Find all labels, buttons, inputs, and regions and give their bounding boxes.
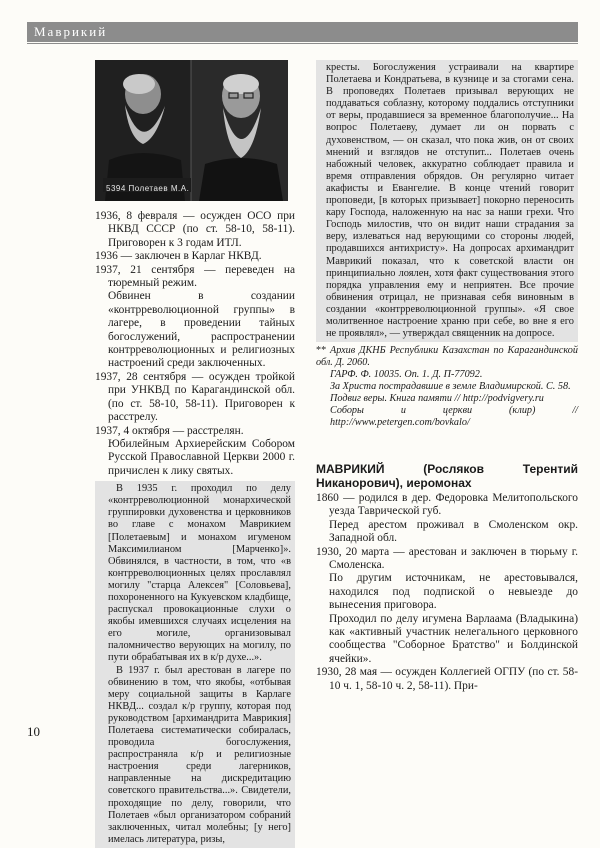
photo-caption: 5394 Полетаев М.А. [106, 184, 190, 193]
case-quote-box [95, 481, 295, 848]
prisoner-photo-illustration [95, 60, 288, 201]
chronology-entry: 1930, 28 мая — осужден Коллегией ОГПУ (по ст. 58-10 ч. 1, 58-10 ч. 2, 58-11). При- [316, 666, 578, 692]
chronology-entry: 1936, 8 февраля — осужден ОСО при НКВД СССР (по ст. 58-10, 58-11). Приговорен к 3 годам ИТЛ. [95, 210, 295, 249]
source-line: ГАРФ. Ф. 10035. Оп. 1. Д. П-77092. [330, 369, 483, 381]
sources-note [316, 345, 578, 429]
chronology-entry: 1936 — заключен в Карлаг НКВД. [95, 250, 262, 263]
prisoner-photo [95, 60, 288, 201]
source-line: За Христа пострадавшие в земле Владимирской. С. 58. [330, 381, 571, 393]
page-number: 10 [27, 724, 40, 739]
case-paragraph: Проходил по делу игумена Варлаама (Владыкина) как «активный участник нелегального церковного сообщества "Соборное Братство" и Болдинской ячейки». [329, 612, 578, 665]
case-quote-paragraph: кресты. Богослужения устраивали на квартире Полетаева и Кондратьева, в кузнице и за стогами сена. В проповедях Полетаев призывал верующих не поддаваться соблазну, которому поддались отступники от веры, продавшиеся за временное благополучие... На вопрос Полетаеву, думает ли он порвать с духовенством, — он сказал, что пока жив, он от своих мнений и взглядов не отступит... Полетаев очень набожный человек, аккуратно соблюдает правила и время отправления обрядов. Он регулярно читает акафисты и Евангелие. В конце чтений говорит проповеди, [в которых призывает] покорно переносить кару Господа, наложенную на нас за наши грехи. Что Господь милостив, что он видит наши страдания за веру, излеваться над верующими со стороны людей, продавшихся антихристу». На допросах архимандрит Маврикий показал, что к советской власти он принципиально лоялен, хотя факт существования этого порядка управления ему и неприятен. Все прочие обвинения отрицал, не признавая себя виновным в создании «контрреволюционной группы». «Я свое молитвенное настроение храню при себе, во вне я его не проявлял», — утверждал священник на допросе. [326, 62, 574, 340]
chronology-entry: 1860 — родился в дер. Федоровка Мелитопольского уезда Таврической губ. [316, 492, 578, 518]
alternate-sources-paragraph: По другим источникам, не арестовывался, находился под подпиской о невыезде до вынесения приговора. [329, 572, 578, 612]
entry-rosliakov [316, 462, 578, 693]
residence-paragraph: Перед арестом проживал в Смоленском окр. Западной обл. [329, 518, 578, 545]
running-header-title: Маврикий [34, 24, 108, 39]
chronology-entry: 1937, 4 октября — расстрелян. [95, 424, 244, 437]
source-line: Соборы и церкви (клир) // http://www.petergen.com/bovkalo/ [330, 405, 578, 429]
footnote-mark: ** [316, 345, 327, 357]
header-rule [27, 43, 578, 44]
chronology-entry: 1930, 20 марта — арестован и заключен в тюрьму г. Смоленска. [316, 545, 578, 572]
case-quote-paragraph: В 1935 г. проходил по делу «контрреволюционной монархической группировки духовенства и церковников во главе с монахом Маврикием [Полетаевым] и монахом игуменом Максимилианом [Марченко]». Обвинялся, в частности, в том, что «в контрреволюционных целях прославлял могилу "старца Алексея" [Соловьева], похороненного на Кукуевском кладбище, распускал провокационные слухи о якобы имевшихся случаях исцеления на его могиле, организовывал паломничество верующих на могилу, по пути обрабатывая их в к/р духе...». [108, 483, 291, 664]
running-header-bar [27, 22, 578, 42]
accusation-paragraph: Обвинен в создании «контрреволюционной группы» в лагере, в проведении тайных богослужений, распространении контрреволюционных и религиозных настроений среди заключенных. [108, 290, 295, 370]
case-quote-paragraph: В 1937 г. был арестован в лагере по обвинению в том, что якобы, «отбывая меру социальной защиты в Карлаге НКВД... создал к/р группу, которая под руководством [архимандрита Маврикия] Полетаева систематически собиралась, проводила богослужения, распространяла к/р и религиозные настроения среди лагерников, направленные на дискредитацию советского правительства...». Свидетели, проходящие по делу, говорили, что Полетаев «был организатором собраний заключенных, читал молебны; [у него] имелась литература, ризы, [108, 664, 291, 845]
source-line: Архив ДКНБ Республики Казахстан по Карагандинской обл. Д. 2060. [316, 345, 578, 369]
left-column [95, 210, 295, 848]
canonization-paragraph: Юбилейным Архиерейским Собором Русской Православной Церкви 2000 г. причислен к лику святых. [108, 437, 295, 477]
entry-heading: МАВРИКИЙ (Росляков Терентий Никанорович), иеромонах [316, 462, 578, 490]
chronology-entry: 1937, 21 сентября — переведен на тюремный режим. [95, 263, 295, 290]
chronology-entry: 1937, 28 сентября — осужден тройкой при УНКВД по Карагандинской обл. (по ст. 58-10, 58-11). Приговорен к расстрелу. [95, 370, 295, 424]
source-line: Подвиг веры. Книга памяти // http://podvigvery.ru [330, 393, 544, 405]
right-column [316, 60, 578, 429]
case-quote-continuation [316, 60, 578, 342]
